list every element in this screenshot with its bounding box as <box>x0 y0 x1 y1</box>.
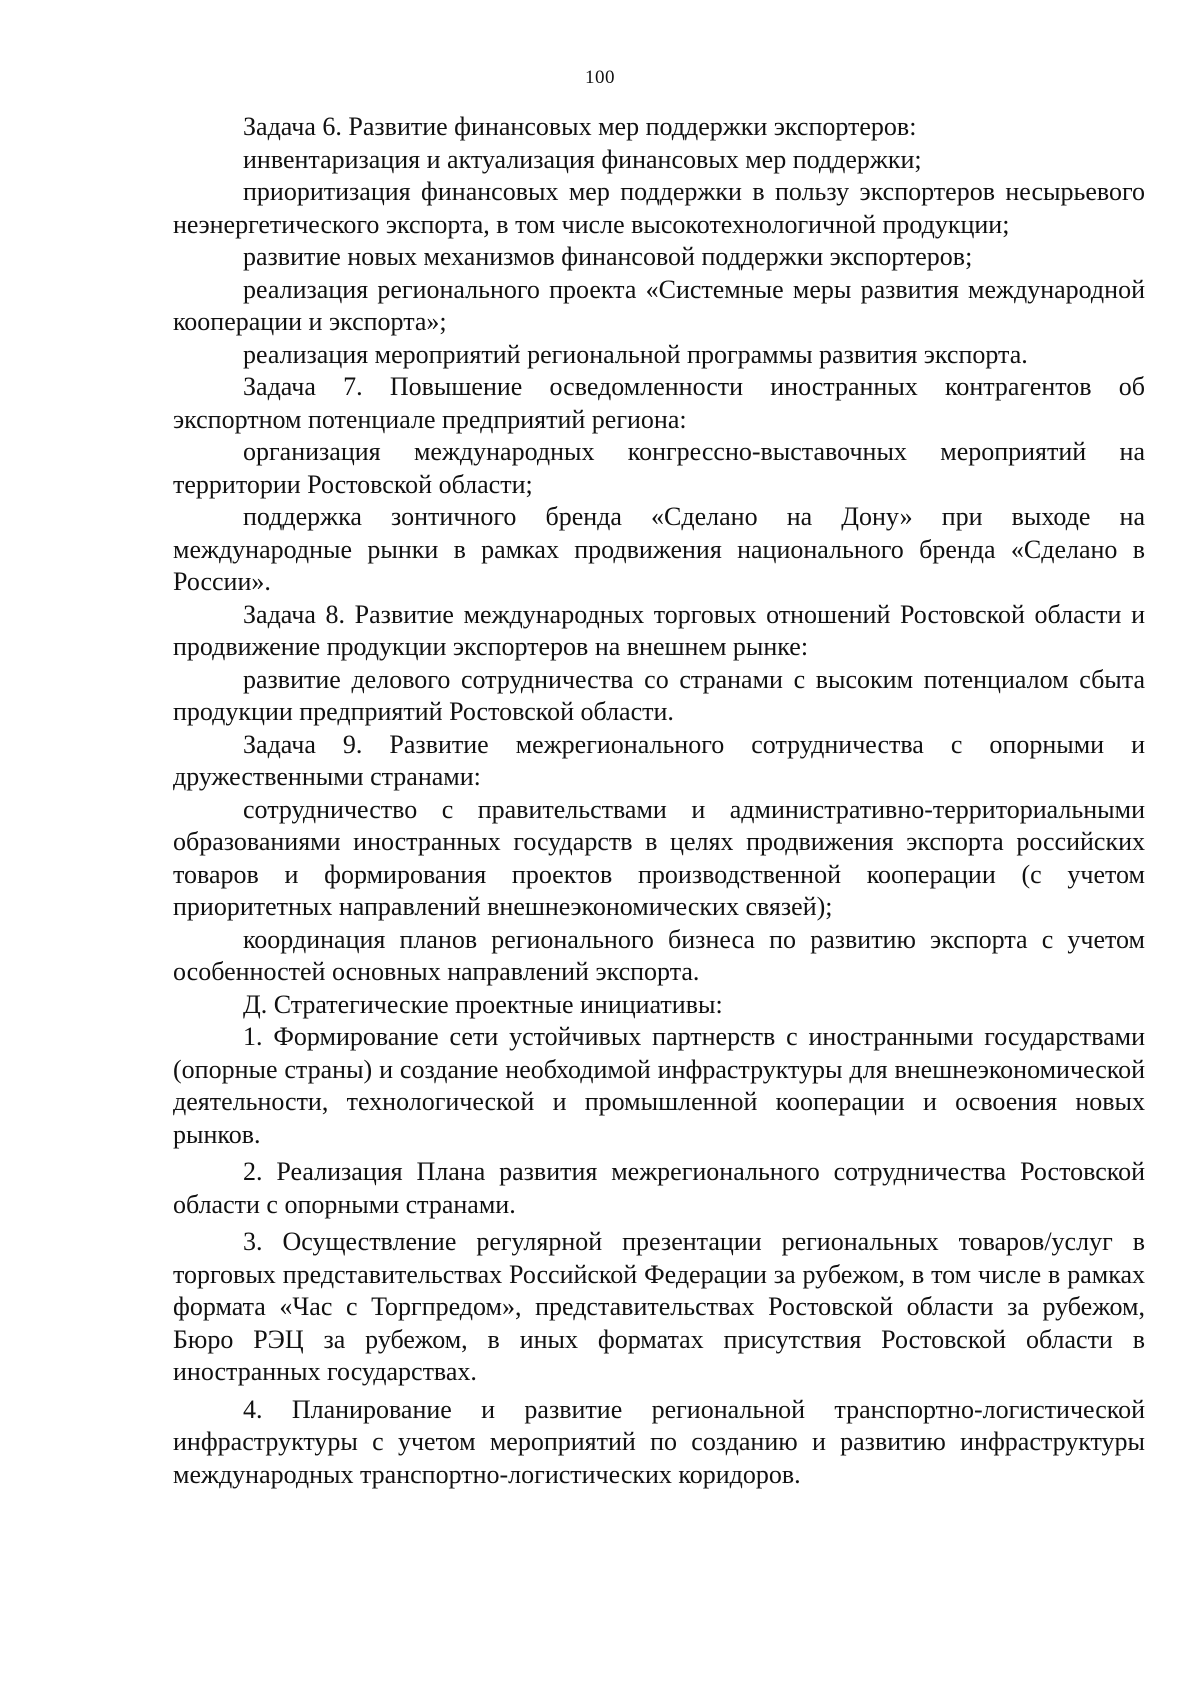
initiative-3: 3. Осуществление регулярной презентации региональных товаров/услуг в торговых представительствах Российской Федерации за рубежом, в том числе в рамках формата «Час с Торгпредом», представительствах Ростовской области за рубежом, Бюро РЭЦ за рубежом, в иных форматах присутствия Ростовской области в иностранных государствах. <box>173 1227 1145 1386</box>
task-6-item-new-mechanisms: развитие новых механизмов финансовой поддержки экспортеров; <box>243 242 973 271</box>
initiative-1: 1. Формирование сети устойчивых партнерств с иностранными государствами (опорные страны) и создание необходимой инфраструктуры для внешнеэкономической деятельности, технологической и промышленной кооперации и освоения новых рынков. <box>173 1022 1145 1149</box>
task-9-item-government-cooperation: сотрудничество с правительствами и административно-территориальными образованиями иностранных государств в целях продвижения экспорта российских товаров и формирования проектов производственной кооперации (с учетом приоритетных направлений внешнеэкономических связей); <box>173 794 1145 921</box>
page-number: 100 <box>585 67 615 88</box>
task-7-item-exhibitions: организация международных конгрессно-выставочных мероприятий на территории Ростовской области; <box>173 437 1145 499</box>
task-6-item-regional-project: реализация регионального проекта «Системные меры развития международной кооперации и экспорта»; <box>173 274 1145 336</box>
task-9-item-business-coordination: координация планов регионального бизнеса по развитию экспорта с учетом особенностей основных направлений экспорта. <box>173 924 1145 986</box>
task-6-item-prioritization: приоритизация финансовых мер поддержки в пользу экспортеров несырьевого неэнергетического экспорта, в том числе высокотехнологичной продукции; <box>173 177 1145 239</box>
section-d-heading: Д. Стратегические проектные инициативы: <box>243 989 723 1019</box>
task-8-heading: Задача 8. Развитие международных торговых отношений Ростовской области и продвижение продукции экспортеров на внешнем рынке: <box>173 599 1145 661</box>
task-6-item-export-program: реализация мероприятий региональной программы развития экспорта. <box>243 339 1028 369</box>
task-7-heading: Задача 7. Повышение осведомленности иностранных контрагентов об экспортном потенциале предприятий региона: <box>173 372 1145 434</box>
initiative-4: 4. Планирование и развитие региональной транспортно-логистической инфраструктуры с учетом мероприятий по созданию и развитию инфраструктуры международных транспортно-логистических коридоров. <box>173 1394 1145 1489</box>
task-9-heading: Задача 9. Развитие межрегионального сотрудничества с опорными и дружественными странами: <box>173 729 1145 791</box>
task-6-item-inventory: инвентаризация и актуализация финансовых мер поддержки; <box>243 144 922 174</box>
initiative-2: 2. Реализация Плана развития межрегионального сотрудничества Ростовской области с опорными странами. <box>173 1157 1145 1219</box>
task-8-item-business-cooperation: развитие делового сотрудничества со странами с высоким потенциалом сбыта продукции предприятий Ростовской области. <box>173 664 1145 726</box>
task-7-item-brand-support: поддержка зонтичного бренда «Сделано на Дону» при выходе на международные рынки в рамках продвижения национального бренда «Сделано в России». <box>173 502 1145 596</box>
task-6-heading: Задача 6. Развитие финансовых мер поддержки экспортеров: <box>243 112 917 141</box>
page-body <box>173 111 1145 1491</box>
